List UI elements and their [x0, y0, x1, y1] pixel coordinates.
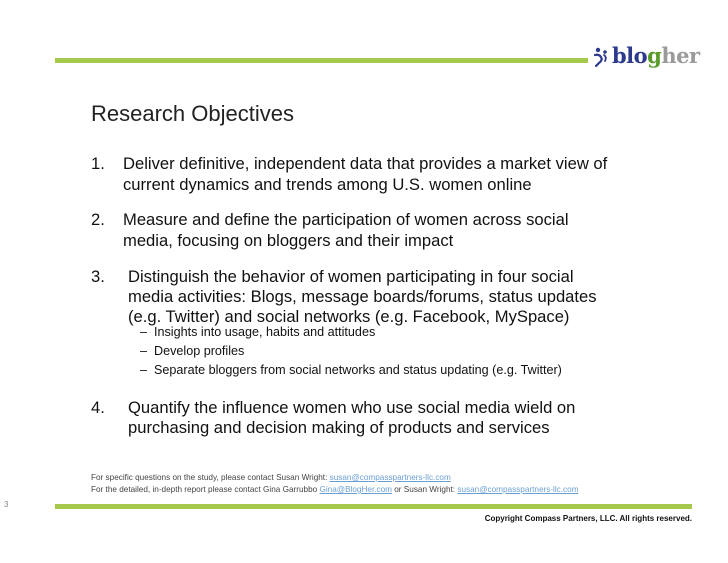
contact-note-text: For the detailed, in-depth report please contact Gina Garrubbo: [91, 485, 320, 494]
dash-bullet: –: [140, 325, 148, 339]
copyright-text: Copyright Compass Partners, LLC. All rights reserved.: [484, 514, 692, 523]
objective-line: Measure and define the participation of women across social: [123, 210, 569, 229]
sub-item-text: Separate bloggers from social networks and status updating (e.g. Twitter): [154, 363, 562, 377]
contact-note-2: [91, 485, 579, 494]
objective-line: (e.g. Twitter) and social networks (e.g. Facebook, MySpace): [128, 307, 570, 326]
blogher-logo: [592, 42, 700, 72]
objective-number: 1.: [91, 154, 105, 173]
objective-line: Deliver definitive, independent data that provides a market view of: [123, 154, 608, 173]
page-number: 3: [4, 500, 9, 509]
top-accent-bar: [55, 58, 588, 63]
blogher-figure-icon: [592, 46, 610, 68]
blogher-wordmark: blogher: [612, 43, 700, 68]
objective-line: media activities: Blogs, message boards/forums, status updates: [128, 287, 597, 306]
email-link-susan[interactable]: susan@compasspartners-llc.com: [457, 485, 579, 494]
objective-line: purchasing and decision making of products and services: [128, 418, 550, 437]
objective-number: 3.: [91, 267, 105, 286]
objective-line: Distinguish the behavior of women participating in four social: [128, 267, 574, 286]
contact-note-text: or Susan Wright:: [391, 485, 458, 494]
dash-bullet: –: [140, 363, 148, 377]
objective-line: media, focusing on bloggers and their impact: [123, 231, 454, 250]
objective-line: current dynamics and trends among U.S. women online: [123, 175, 532, 194]
page-title: Research Objectives: [91, 101, 294, 126]
sub-item-text: Insights into usage, habits and attitudes: [154, 325, 376, 339]
dash-bullet: –: [140, 344, 148, 358]
bottom-accent-bar: [55, 504, 692, 509]
objective-line: Quantify the influence women who use social media wield on: [128, 398, 576, 417]
sub-item-text: Develop profiles: [154, 344, 245, 358]
objective-number: 2.: [91, 210, 105, 229]
contact-note-text: For specific questions on the study, please contact Susan Wright:: [91, 473, 330, 482]
email-link-gina[interactable]: Gina@BlogHer.com: [319, 485, 392, 494]
email-link-susan[interactable]: susan@compasspartners-llc.com: [329, 473, 451, 482]
contact-note-1: [91, 473, 451, 482]
objective-number: 4.: [91, 398, 105, 417]
